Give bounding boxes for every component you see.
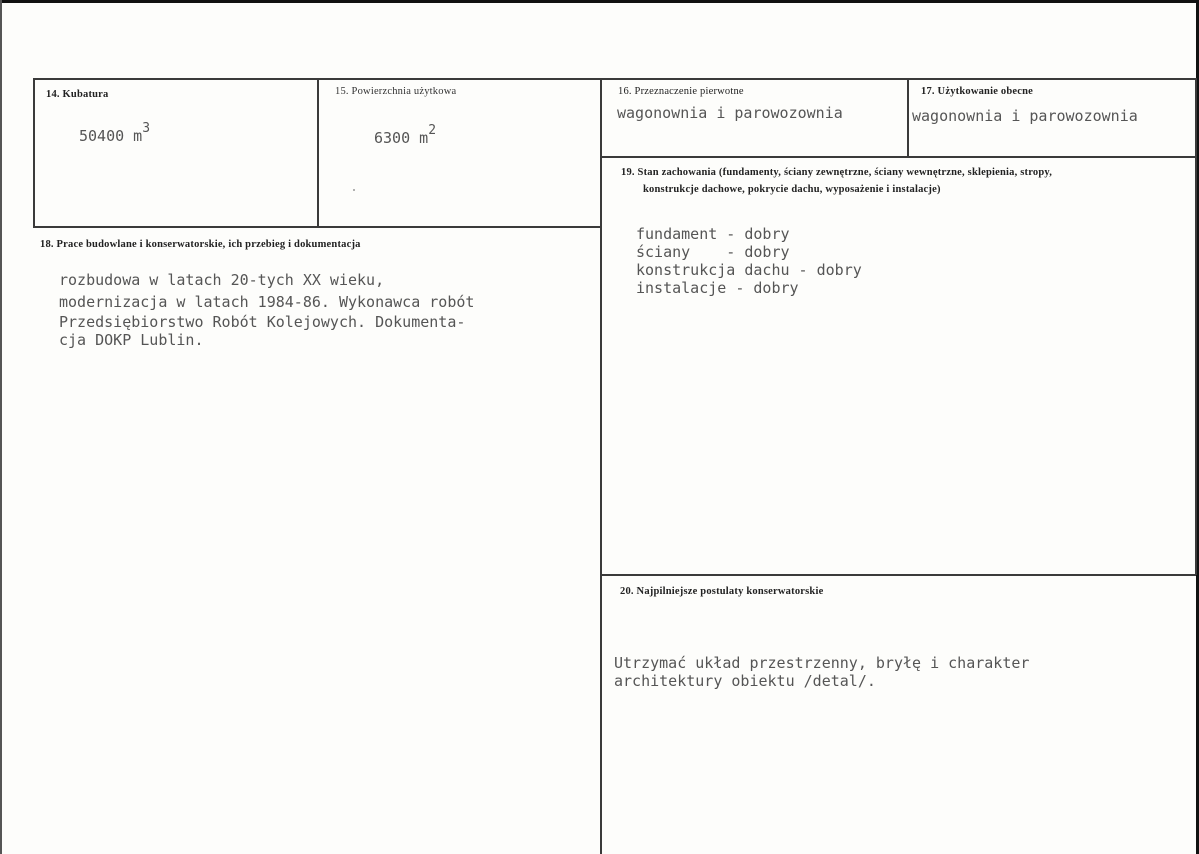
rule-under-14-15 <box>33 226 601 228</box>
field-14-value: 50400 m3 <box>79 121 151 145</box>
field-18-line-4: cja DOKP Lublin. <box>59 331 204 349</box>
field-19-label-line-2: konstrukcje dachowe, pokrycie dachu, wyposażenie i instalacje) <box>643 184 941 195</box>
field-20-line-1: Utrzymać układ przestrzenny, bryłę i charakter <box>614 654 1030 672</box>
field-15-label: 15. Powierzchnia użytkowa <box>335 86 457 97</box>
field-16-value: wagonownia i parowozownia <box>617 104 843 122</box>
scan-edge-left <box>0 0 2 854</box>
field-19-line-3: konstrukcja dachu - dobry <box>636 261 862 279</box>
field-18-line-1: rozbudowa w latach 20-tych XX wieku, <box>59 271 385 289</box>
field-19-line-2: ściany - dobry <box>636 243 790 261</box>
divider-14-15 <box>317 78 319 226</box>
divider-16-17 <box>907 78 909 157</box>
scan-edge-top <box>0 0 1199 3</box>
field-17-value: wagonownia i parowozownia <box>912 107 1138 125</box>
center-rule <box>600 78 602 854</box>
rule-under-16-17 <box>600 156 1196 158</box>
field-18-line-2: modernizacja w latach 1984-86. Wykonawca robót <box>59 293 475 311</box>
scan-speck <box>353 189 355 191</box>
field-14-label: 14. Kubatura <box>46 89 109 100</box>
field-19-label-line-1: 19. Stan zachowania (fundamenty, ściany zewnętrzne, ściany wewnętrzne, sklepienia, stropy, <box>621 167 1053 178</box>
left-rule <box>33 78 35 226</box>
field-17-label: 17. Użytkowanie obecne <box>921 86 1034 97</box>
field-15-value: 6300 m2 <box>374 123 437 147</box>
field-20-label: 20. Najpilniejsze postulaty konserwatorskie <box>620 586 824 597</box>
field-14-exponent: 3 <box>142 121 151 136</box>
rule-under-19 <box>600 574 1196 576</box>
field-15-exponent: 2 <box>428 123 437 138</box>
right-rule <box>1195 78 1197 575</box>
field-19-line-1: fundament - dobry <box>636 225 790 243</box>
field-20-line-2: architektury obiektu /detal/. <box>614 672 876 690</box>
field-16-label: 16. Przeznaczenie pierwotne <box>618 86 744 97</box>
top-rule <box>33 78 1196 80</box>
field-19-line-4: instalacje - dobry <box>636 279 799 297</box>
field-18-line-3: Przedsiębiorstwo Robót Kolejowych. Dokumenta- <box>59 313 466 331</box>
field-18-label: 18. Prace budowlane i konserwatorskie, ich przebieg i dokumentacja <box>40 239 361 250</box>
